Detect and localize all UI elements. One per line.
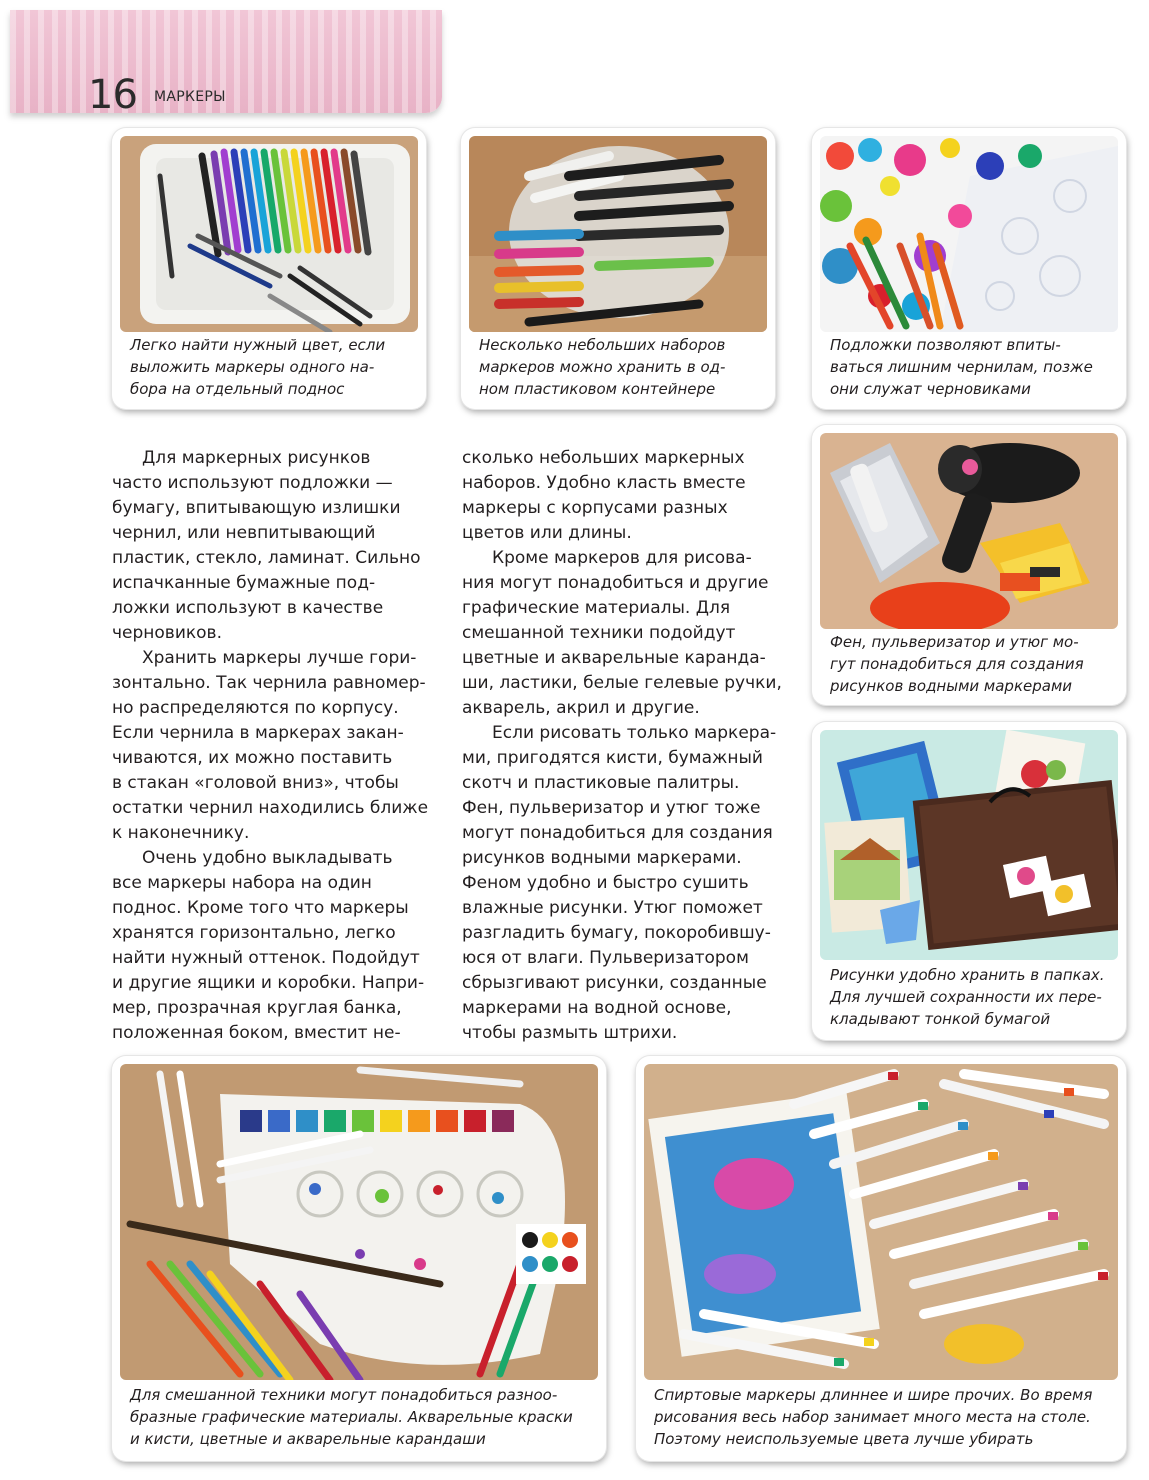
caption-line: кладывают тонкой бумагой [830, 1010, 1051, 1028]
text-line: Феном удобно и быстро сушить [462, 873, 749, 893]
photo-marker-tray [120, 136, 418, 332]
page-header-band [10, 10, 442, 118]
text-line: чиваются, их можно поставить [112, 748, 393, 768]
paragraph [112, 446, 442, 646]
caption-line: ном пластиковом контейнере [479, 380, 716, 398]
section-title: МАРКЕРЫ [154, 89, 226, 105]
paragraph [112, 646, 442, 846]
body-text-right [462, 446, 792, 1046]
caption-line: бора на отдельный поднос [130, 380, 345, 398]
text-line: Фен, пульверизатор и утюг тоже [462, 798, 761, 818]
text-line: ложки используют в качестве [112, 598, 384, 618]
text-line: к наконечнику. [112, 823, 250, 843]
text-line: Очень удобно выкладывать [142, 848, 393, 868]
caption-line: Легко найти нужный цвет, если [130, 336, 386, 354]
text-line: скотч и пластиковые палитры. [462, 773, 740, 793]
page-number: 16 [88, 72, 137, 118]
paragraph [112, 846, 442, 1046]
caption-line: Для смешанной техники могут понадобиться разноо- [130, 1386, 558, 1404]
caption-dryer [830, 631, 1120, 697]
photo-drawing-folder [820, 730, 1118, 960]
text-line: разгладить бумагу, покоробившу- [462, 923, 771, 943]
caption-line: маркеров можно хранить в од- [479, 358, 726, 376]
text-line: в стакан «головой вниз», чтобы [112, 773, 399, 793]
photo-card-dryer [812, 425, 1126, 705]
photo-card-folder [812, 722, 1126, 1040]
photo-marker-container [469, 136, 767, 332]
text-line: все маркеры набора на один [112, 873, 372, 893]
photo-card-container [461, 128, 775, 409]
text-line: чтобы размыть штрихи. [462, 1023, 678, 1043]
text-line: чернил, или невпитывающий [112, 523, 376, 543]
caption-mixed-media [130, 1384, 600, 1450]
text-line: сколько небольших маркерных [462, 448, 745, 468]
text-line: рисунков водными маркерами. [462, 848, 742, 868]
paragraph [462, 546, 792, 721]
caption-line: Поэтому неиспользуемые цвета лучше убирать [654, 1430, 1034, 1448]
paragraph [462, 446, 792, 546]
caption-line: Для лучшей сохранности их пере- [830, 988, 1102, 1006]
caption-line: они служат черновиками [830, 380, 1031, 398]
text-line: испачканные бумажные под- [112, 573, 376, 593]
photo-backing-papers [820, 136, 1118, 332]
text-line: юся от влаги. Пульверизатором [462, 948, 749, 968]
caption-line: Несколько небольших наборов [479, 336, 726, 354]
caption-line: выложить маркеры одного на- [130, 358, 375, 376]
text-line: бумагу, впитывающую излишки [112, 498, 401, 518]
text-line: графические материалы. Для [462, 598, 731, 618]
photo-card-alcohol-markers [636, 1056, 1126, 1461]
caption-folder [830, 964, 1124, 1030]
text-line: пластик, стекло, ламинат. Сильно [112, 548, 421, 568]
caption-line: Фен, пульверизатор и утюг мо- [830, 633, 1079, 651]
caption-tray [130, 334, 420, 400]
text-line: маркеры с корпусами разных [462, 498, 728, 518]
text-line: хранятся горизонтально, легко [112, 923, 396, 943]
text-line: остатки чернил находились ближе [112, 798, 429, 818]
text-line: наборов. Удобно класть вместе [462, 473, 746, 493]
text-line: Кроме маркеров для рисова- [492, 548, 752, 568]
caption-backing [830, 334, 1120, 400]
text-line: зонтально. Так чернила равномер- [112, 673, 426, 693]
text-line: положенная боком, вместит не- [112, 1023, 401, 1043]
text-line: Для маркерных рисунков [142, 448, 371, 468]
text-line: ния могут понадобиться и другие [462, 573, 769, 593]
text-line: часто используют подложки — [112, 473, 393, 493]
text-line: Если рисовать только маркера- [492, 723, 777, 743]
text-line: ми, пригодятся кисти, бумажный [462, 748, 763, 768]
caption-line: рисования весь набор занимает много места на столе. [654, 1408, 1091, 1426]
photo-dryer-iron-sprayer [820, 433, 1118, 629]
caption-alcohol-markers [654, 1384, 1120, 1450]
text-line: могут понадобиться для создания [462, 823, 773, 843]
text-line: Хранить маркеры лучше гори- [142, 648, 417, 668]
body-text-left [112, 446, 442, 1046]
caption-line: бразные графические материалы. Акварельные краски [130, 1408, 573, 1426]
text-line: ши, ластики, белые гелевые ручки, [462, 673, 782, 693]
text-line: акварель, акрил и другие. [462, 698, 700, 718]
text-line: цветов или длины. [462, 523, 632, 543]
text-line: влажные рисунки. Утюг поможет [462, 898, 763, 918]
text-line: мер, прозрачная круглая банка, [112, 998, 402, 1018]
text-line: цветные и акварельные каранда- [462, 648, 766, 668]
caption-line: Рисунки удобно хранить в папках. [830, 966, 1105, 984]
photo-card-mixed-media [112, 1056, 606, 1461]
text-line: сбрызгивают рисунки, созданные [462, 973, 767, 993]
photo-card-backing [812, 128, 1126, 409]
text-line: и другие ящики и коробки. Напри- [112, 973, 425, 993]
text-line: поднос. Кроме того что маркеры [112, 898, 409, 918]
photo-mixed-media [120, 1064, 598, 1380]
caption-line: гут понадобиться для создания [830, 655, 1084, 673]
caption-line: и кисти, цветные и акварельные карандаши [130, 1430, 486, 1448]
caption-line: ваться лишним чернилам, позже [830, 358, 1093, 376]
text-line: но распределяются по корпусу. [112, 698, 399, 718]
text-line: Если чернила в маркерах закан- [112, 723, 404, 743]
text-line: найти нужный оттенок. Подойдут [112, 948, 420, 968]
text-line: маркерами на водной основе, [462, 998, 732, 1018]
text-line: смешанной техники подойдут [462, 623, 736, 643]
paragraph [462, 721, 792, 1046]
caption-line: Спиртовые маркеры длиннее и шире прочих. Во время [654, 1386, 1093, 1404]
caption-container [479, 334, 769, 400]
caption-line: Подложки позволяют впиты- [830, 336, 1061, 354]
caption-line: рисунков водными маркерами [830, 677, 1073, 695]
photo-alcohol-markers [644, 1064, 1118, 1380]
text-line: черновиков. [112, 623, 222, 643]
photo-card-tray [112, 128, 426, 409]
